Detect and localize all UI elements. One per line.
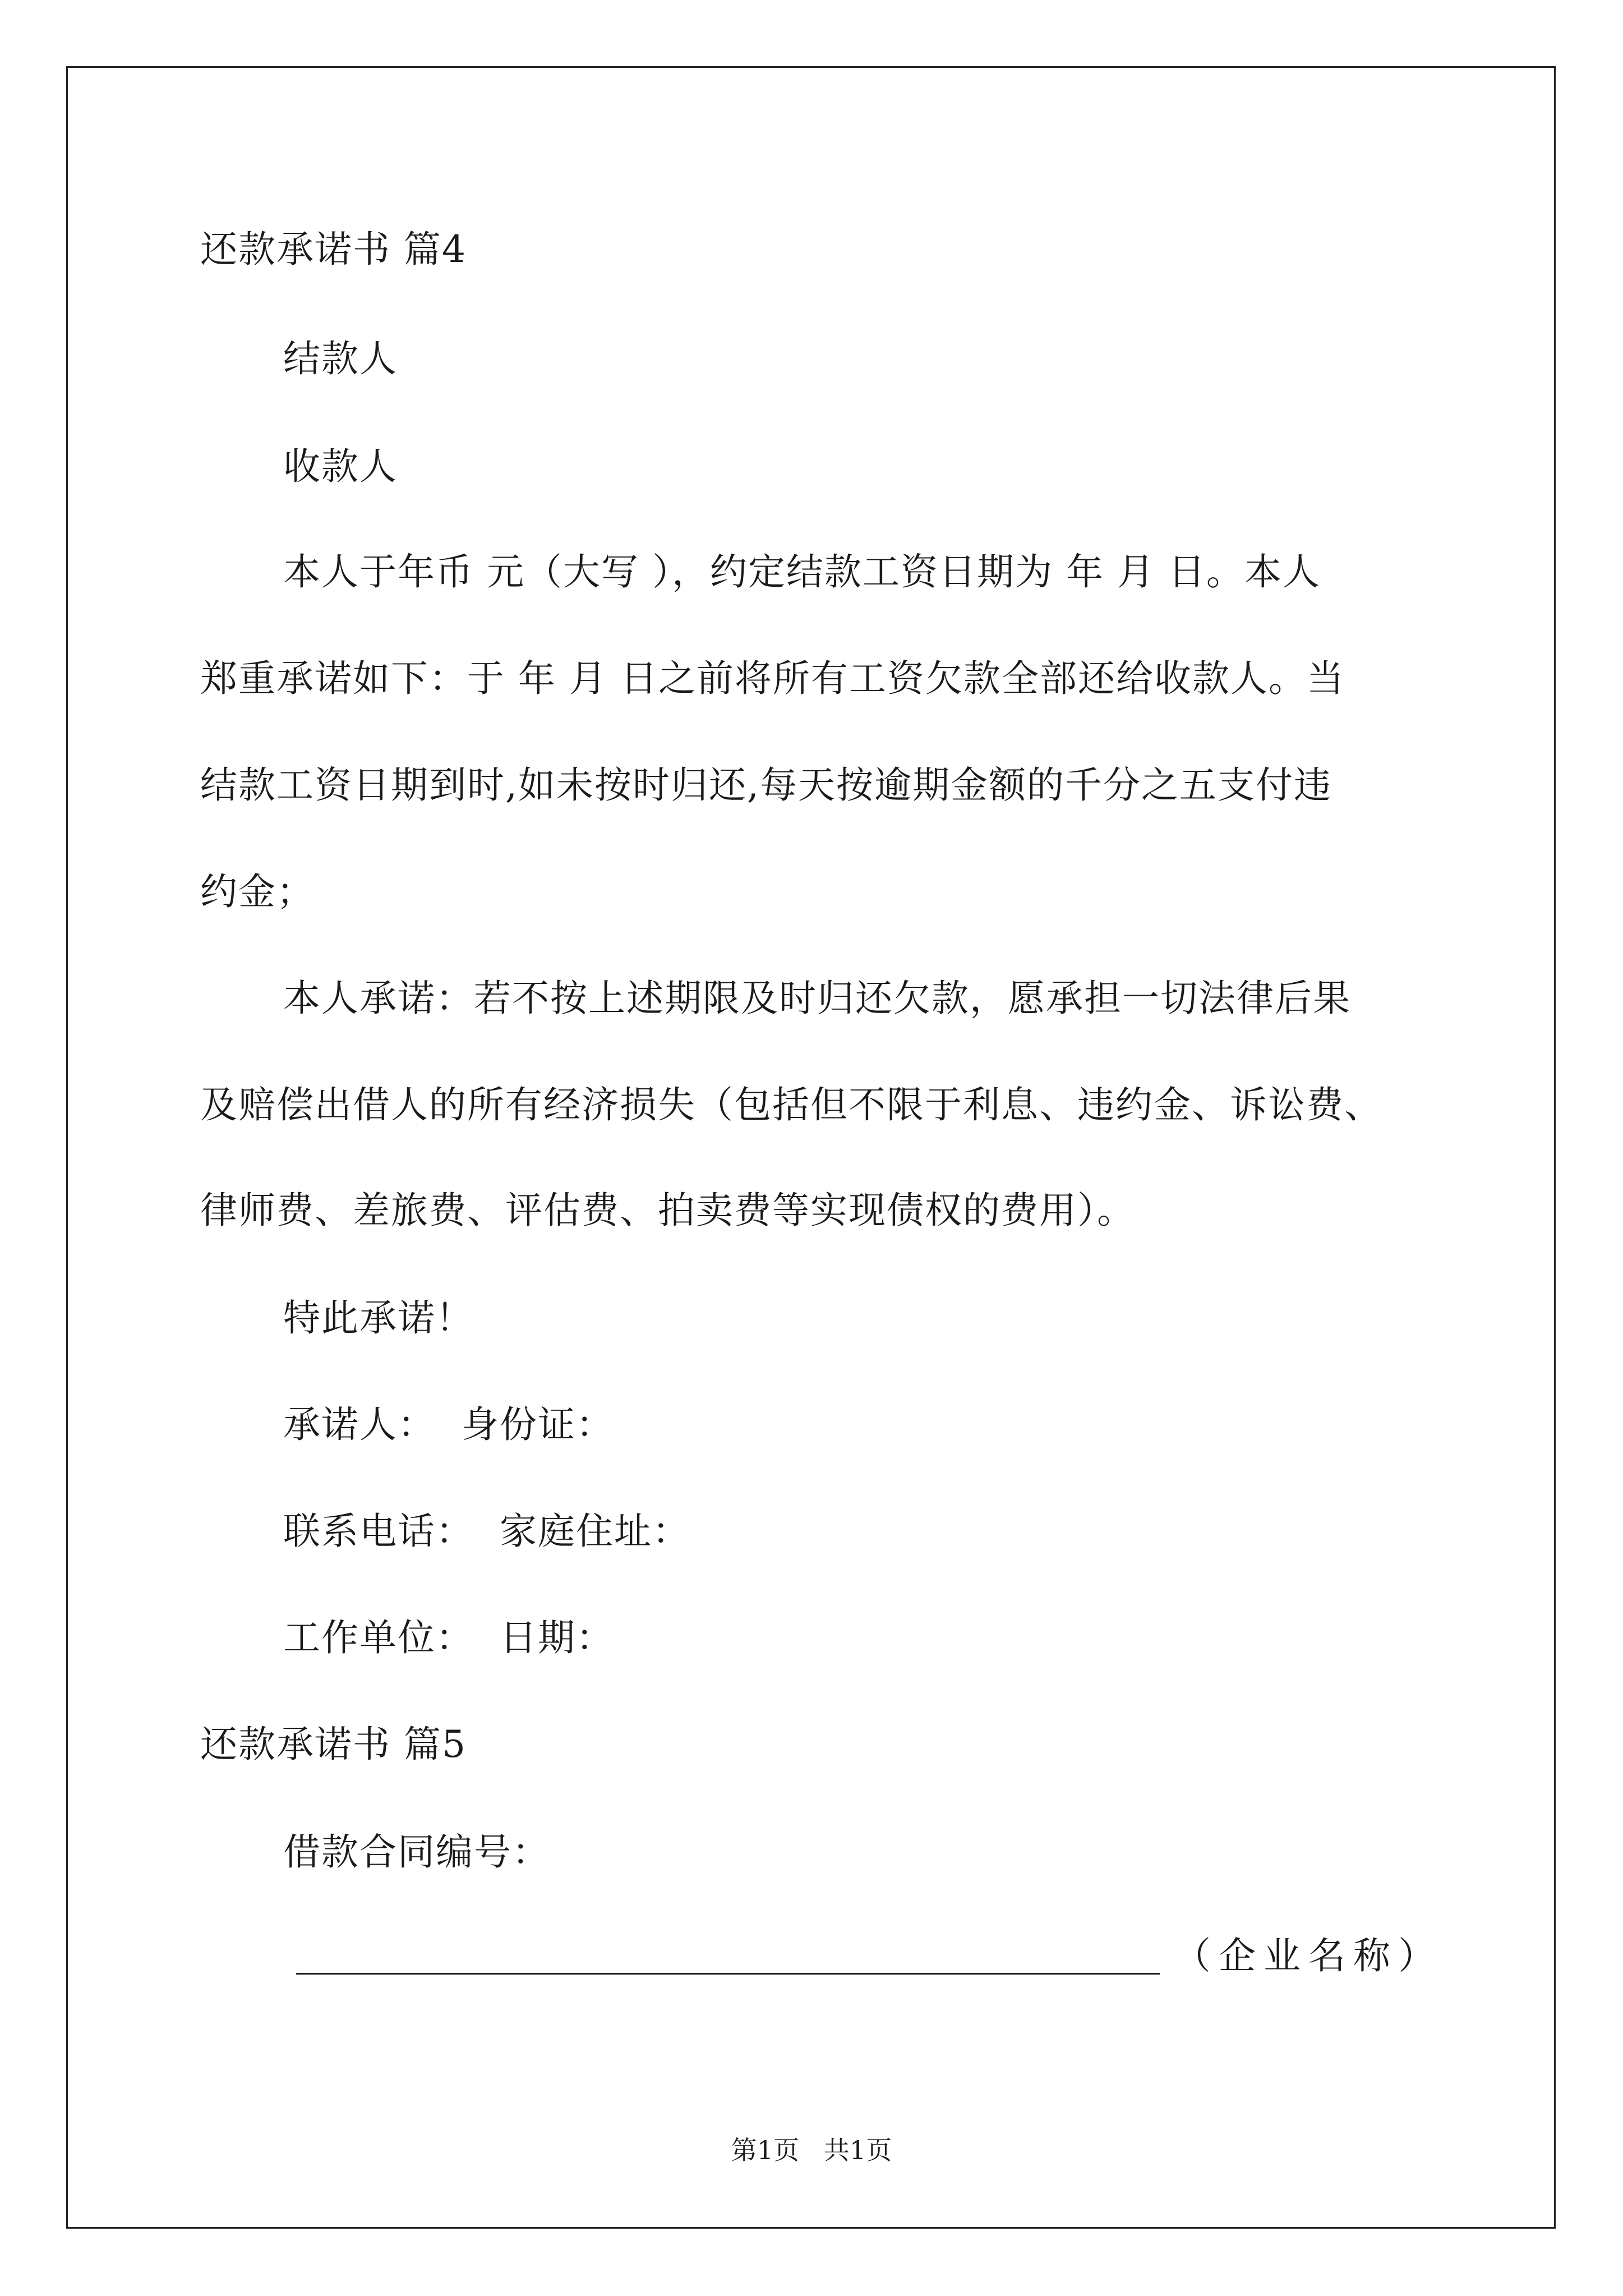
paragraph-line: 结款工资日期到时,如未按时归还,每天按逾期金额的千分之五支付违 (200, 763, 1332, 807)
contract-number-label: 借款合同编号： (283, 1830, 550, 1874)
paragraph-line: 郑重承诺如下：于 年 月 日之前将所有工资欠款全部还给收款人。当 (200, 657, 1345, 700)
section-heading-5: 还款承诺书 篇5 (200, 1723, 467, 1766)
paragraph-line: 本人于年币 元（大写 ），约定结款工资日期为 年 月 日。本人 (283, 550, 1321, 593)
payee-label: 收款人 (283, 445, 398, 488)
phone-address-line: 联系电话： 家庭住址： (283, 1510, 690, 1553)
paragraph-line: 律师费、差旅费、评估费、拍卖费等实现债权的费用）。 (200, 1189, 1135, 1232)
workplace-date-line: 工作单位： 日期： (283, 1616, 614, 1659)
section-heading-4: 还款承诺书 篇4 (200, 228, 467, 271)
promisor-id-line: 承诺人： 身份证： (283, 1403, 614, 1446)
paragraph-line: 及赔偿出借人的所有经济损失（包括但不限于利息、违约金、诉讼费、 (200, 1083, 1382, 1126)
company-name-row (296, 1934, 1463, 1984)
page-footer: 第1页 共1页 (731, 2135, 892, 2165)
closing-statement: 特此承诺！ (283, 1296, 474, 1340)
paragraph-line: 约金； (200, 870, 315, 913)
company-name-blank (296, 1973, 1160, 1975)
paragraph-line: 本人承诺：若不按上述期限及时归还欠款，愿承担一切法律后果 (283, 977, 1351, 1020)
payer-label: 结款人 (283, 337, 398, 380)
page-border (66, 66, 1556, 2229)
company-name-label: （企业名称） (1174, 1934, 1443, 1977)
